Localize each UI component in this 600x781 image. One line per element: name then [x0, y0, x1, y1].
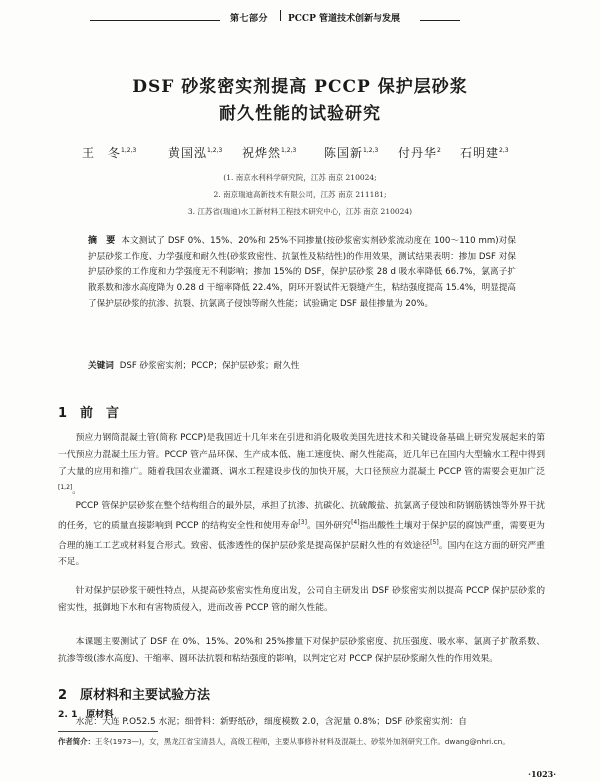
footnote-rule [58, 731, 158, 732]
paper-title-line2: 耐久性能的试验研究 [219, 104, 381, 124]
author-list [82, 144, 522, 164]
running-header [90, 4, 510, 26]
keywords [88, 359, 516, 371]
abstract-text: 本文测试了 DSF 0%、15%、20%和 25%不同掺量(按砂浆密实剂砂浆流动度在 100～110 mm)对保护层砂浆工作度、力学强度和耐久性(砂浆致密性、抗氯性及粘结性)的作用效果，测试结果表明：掺加 DSF 对保护层砂浆的工作度和力学强度无不利影响；掺加 15%的 DSF，保护层砂浆 28 d 吸水率降低 66.7%，氯离子扩散系数和渗水高度降为 0.28 d 干缩率降低 22.4%，阴环开裂试件无裂缝产生，粘结强度提高 15.4%，明显提高了保护层砂浆的抗渗、抗裂、抗氯离子侵蚀等耐久性能；试验确定 DSF 最佳掺量为 20%。 [88, 236, 517, 309]
author: 石明建$^{2,3}$ [460, 146, 509, 160]
paragraph: 针对保护层砂浆干硬性特点，从提高砂浆密实性角度出发，公司自主研发出 DSF 砂浆密实剂以提高 PCCP 保护层砂浆的密实性，抵御地下水和有害物质侵入，进而改善 PCCP 管的耐久性能。 [58, 586, 545, 613]
affiliation: 3. 江苏省(瑞迪)水工新材料工程技术研究中心，江苏 南京 210024) [187, 207, 413, 216]
header-section: PCCP 管道技术创新与发展 [288, 14, 400, 24]
page-number: ·1023· [528, 769, 556, 779]
affiliation: 2. 南京瑞迪高新技术有限公司，江苏 南京 211181; [213, 190, 387, 199]
paper-title-line1: DSF 砂浆密实剂提高 PCCP 保护层砂浆 [132, 77, 468, 97]
paragraph: PCCP 管保护层砂浆在整个结构组合的最外层，承担了抗渗、抗碳化、抗硫酸盐、抗氯离子侵蚀和防钢筋锈蚀等外界干扰的任务，它的质量直接影响到 PCCP 的结构安全性和使用寿命[3]。国外研究[4]指出酸性土壤对于保护层的腐蚀严重，需要更为合理的施工工艺或材料复合形式。致密、低渗透性的保护层砂浆是提高保护层耐久性的有效途径[5]。国内在这方面的研究严重不足。 [58, 501, 545, 568]
section-heading-1: 1 前 言 [58, 406, 120, 421]
header-part: 第七部分 [230, 14, 269, 24]
header-separator [280, 10, 281, 21]
section-heading-2: 2 原材料和主要试验方法 [58, 688, 211, 703]
author: 付丹华$^2$ [398, 146, 441, 160]
header-rule-right [420, 20, 460, 21]
author-footnote: 作者简介：王冬(1973—)，女，黑龙江省宝清县人，高级工程师，主要从事修补材料及混凝土、砂浆外加剂研究工作。dwang@nhri.cn。 [58, 737, 510, 746]
subsection-heading-2-1: 2. 1 原材料 [58, 709, 114, 720]
author: 祝烨然$^{1,2,3}$ [242, 146, 297, 160]
paragraph: 本课题主要测试了 DSF 在 0%、15%、20%和 25%掺量下对保护层砂浆密度、抗压强度、吸水率、氯离子扩散系数、抗渗等级(渗水高度)、干缩率、圆环法抗裂和粘结强度的影响，以判定它对 PCCP 保护层砂浆耐久性的作用效果。 [58, 637, 545, 664]
keywords-text: DSF 砂浆密实剂；PCCP；保护层砂浆；耐久性 [119, 361, 300, 371]
abstract-label: 摘 要 [88, 236, 116, 246]
header-rule-left [90, 20, 220, 21]
abstract [88, 234, 516, 313]
author: 黄国泓$^{1,2,3}$ [168, 146, 223, 160]
affiliation: (1. 南京水利科学研究院，江苏 南京 210024; [223, 173, 377, 182]
author: 陈国新$^{1,2,3}$ [324, 146, 379, 160]
keywords-label: 关键词 [88, 361, 114, 371]
paragraph: 预应力钢筒混凝土管(简称 PCCP)是我国近十几年来在引进和消化吸收美国先进技术和关键设备基础上研究发展起来的第一代预应力混凝土压力管。PCCP 管产品环保、生产成本低、施工速度快、耐久性能高，近几年已在国内大型输水工程中得到了大量的应用和推广。随着我国农业灌溉、调水工程建设步伐的加快开展，大口径预应力混凝土 PCCP 管的需要会更加广泛[1,2]。 [58, 433, 545, 497]
author: 王 冬$^{1,2,3}$ [82, 146, 137, 160]
paragraph: 水泥：大连 P.O52.5 水泥；细骨料：新野纸砂，细度模数 2.0，含泥量 0.8%；DSF 砂浆密实剂：自 [75, 717, 467, 727]
